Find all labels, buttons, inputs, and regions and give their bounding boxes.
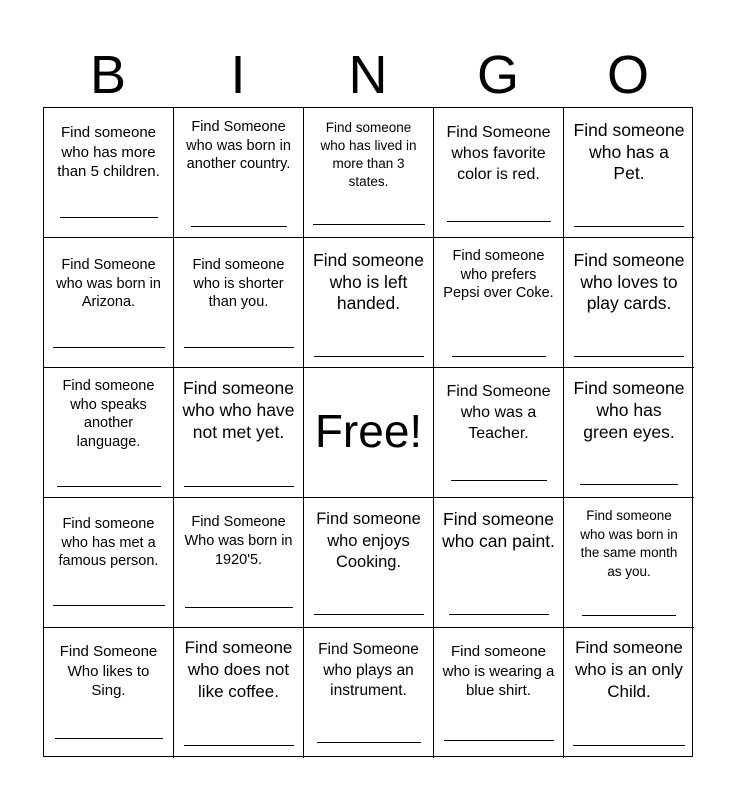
bingo-cell [44,628,174,758]
bingo-cell [434,498,564,628]
bingo-cell [174,628,304,758]
cell-text: Find someone who was born in the same month as you. [580,508,678,579]
cell-text: Find someone who is left handed. [313,250,424,313]
bingo-grid [43,107,693,757]
signature-line [184,745,294,746]
cell-text: Find someone who has met a famous person. [58,516,159,569]
signature-line [317,742,421,743]
bingo-cell [304,498,434,628]
cell-text: Find someone who is wearing a blue shirt. [442,643,555,699]
free-cell [304,368,434,498]
signature-line [314,356,424,357]
signature-line [447,221,551,222]
cell-text: Find Someone who was born in Arizona. [56,257,161,310]
bingo-cell [304,628,434,758]
bingo-cell [434,628,564,758]
bingo-cell [434,108,564,238]
signature-line [580,484,678,485]
bingo-cell [174,238,304,368]
cell-text: Find someone who speaks another language. [62,378,155,450]
cell-text: Find Someone whos favorite color is red. [446,124,551,183]
bingo-cell [564,238,694,368]
bingo-cell [44,368,174,498]
signature-line [449,614,549,615]
signature-line [574,356,684,357]
signature-line [55,738,163,739]
free-space-label: Free! [314,405,423,457]
signature-line [53,347,165,348]
bingo-cell [174,368,304,498]
cell-text: Find someone who has green eyes. [573,378,685,442]
signature-line [60,217,158,218]
bingo-cell [44,238,174,368]
bingo-header [43,44,693,106]
bingo-cell [564,368,694,498]
signature-line [582,615,676,616]
cell-text: Find someone who prefers Pepsi over Coke. [443,248,554,301]
signature-line [444,740,554,741]
bingo-cell [174,498,304,628]
signature-line [313,224,425,225]
cell-text: Find Someone Who likes to Sing. [59,643,158,699]
header-letter-i: I [230,45,246,105]
bingo-cell [304,108,434,238]
cell-text: Find someone who has lived in more than 3 states. [320,120,417,189]
cell-text: Find someone who does not like coffee. [184,638,293,701]
signature-line [184,347,294,348]
header-letter-g: G [476,45,519,105]
bingo-cell [44,108,174,238]
bingo-cell [434,368,564,498]
cell-text: Find someone who enjoys Cooking. [316,510,421,571]
signature-line [53,605,165,606]
signature-line [184,486,294,487]
bingo-cell [564,628,694,758]
bingo-cell [44,498,174,628]
header-letter-o: O [606,45,649,105]
bingo-cell [304,238,434,368]
cell-text: Find Someone who was a Teacher. [446,383,551,442]
signature-line [574,226,684,227]
bingo-cell [174,108,304,238]
bingo-cell [564,498,694,628]
signature-line [451,480,547,481]
signature-line [314,614,424,615]
signature-line [191,226,287,227]
cell-text: Find someone who is an only Child. [575,638,683,701]
signature-line [57,486,161,487]
cell-text: Find someone who loves to play cards. [573,250,685,313]
cell-text: Find someone who can paint. [442,509,555,551]
signature-line [185,607,293,608]
bingo-cell [434,238,564,368]
cell-text: Find Someone who was born in another country. [186,119,291,172]
bingo-cell [564,108,694,238]
cell-text: Find someone who has more than 5 children. [57,124,160,180]
cell-text: Find Someone Who was born in 1920'5. [184,514,293,568]
cell-text: Find someone who has a Pet. [573,120,685,183]
cell-text: Find Someone who plays an instrument. [318,641,419,699]
cell-text: Find someone who who have not met yet. [182,378,295,442]
signature-line [573,745,685,746]
signature-line [452,356,546,357]
header-letter-n: N [348,45,388,105]
cell-text: Find someone who is shorter than you. [192,257,285,310]
header-letter-b: B [89,45,127,105]
